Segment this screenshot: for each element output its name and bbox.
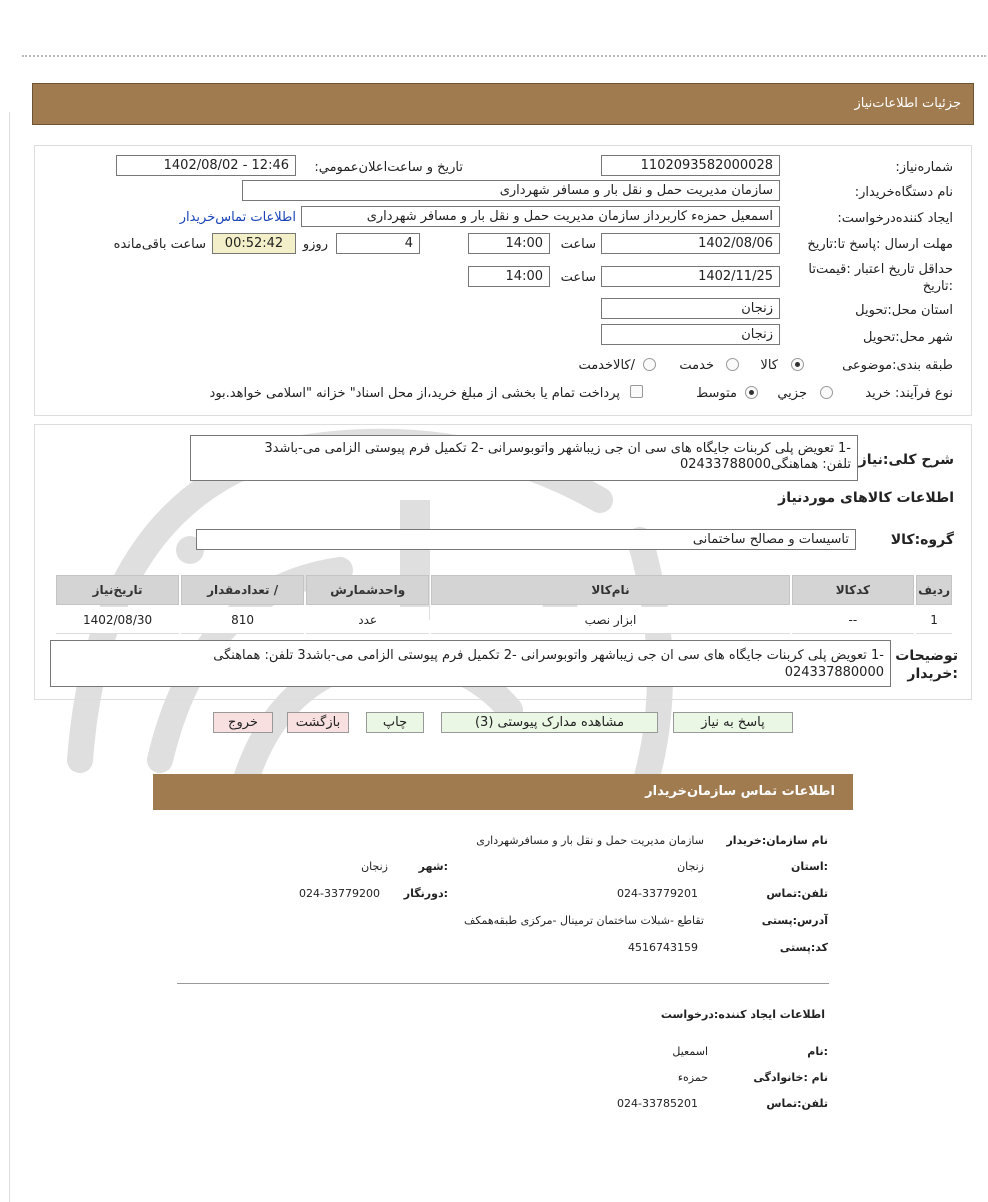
announce-label: تاريخ و ساعت‌اعلان‌عمومي: — [314, 160, 463, 175]
city-field: زنجان — [601, 324, 780, 345]
goods-group-field: تاسیسات و مصالح ساختمانی — [196, 529, 856, 550]
contact-org-label: نام سازمان:خریدار — [726, 834, 828, 847]
buyer-notes-line2: 024337880000 — [784, 665, 884, 680]
remaining-label: ساعت باقی‌مانده — [113, 237, 206, 252]
contact-phone-value: 024-33779201 — [617, 887, 698, 900]
col-unit: واحدشمارش — [306, 575, 429, 605]
cat-service-label: خدمت — [679, 358, 714, 373]
contact-address-value: تقاطع -شبلات ساختمان ترمینال -مرکزی طبقه‌همکف — [464, 914, 704, 927]
validity-date-field: 1402/11/25 — [601, 266, 780, 287]
city-label: شهر محل:تحویل — [863, 330, 953, 345]
col-row: ردیف — [916, 575, 952, 605]
requester-name-value: اسمعیل — [672, 1045, 708, 1058]
col-name: نام‌کالا — [431, 575, 789, 605]
treasury-payment-checkbox[interactable] — [630, 385, 643, 398]
goods-table — [54, 573, 954, 636]
reply-button[interactable]: پاسخ به نیاز — [673, 712, 793, 733]
days-label: روزو — [302, 237, 328, 252]
cell-name: ابزار نصب — [431, 607, 789, 634]
top-dotted-divider — [22, 55, 986, 57]
back-button[interactable]: بازگشت — [287, 712, 349, 733]
col-date: تاریخ‌نیاز — [56, 575, 179, 605]
buyer-org-field: سازمان مدیریت حمل و نقل بار و مسافر شهرداری — [242, 180, 780, 201]
proc-minor-radio[interactable] — [820, 386, 833, 399]
cat-goods-radio[interactable] — [791, 358, 804, 371]
deadline-label: مهلت ارسال :پاسخ تا:تاریخ — [807, 237, 953, 252]
contact-org-value: سازمان مدیریت حمل و نقل بار و مسافرشهرداری — [476, 834, 704, 847]
need-number-label: شماره‌نیاز: — [895, 160, 953, 175]
exit-button[interactable]: خروج — [213, 712, 273, 733]
proc-minor-label: جزیي — [777, 386, 807, 401]
deadline-time-field: 14:00 — [468, 233, 550, 254]
cat-service-radio[interactable] — [726, 358, 739, 371]
requester-title: اطلاعات ایجاد کننده:درخواست — [660, 1008, 825, 1021]
cell-row: 1 — [916, 607, 952, 634]
cell-qty: 810 — [181, 607, 304, 634]
announce-field: 1402/08/02 - 12:46 — [116, 155, 296, 176]
contact-city-label: :شهر — [418, 860, 448, 873]
contact-city-value: زنجان — [361, 860, 388, 873]
deadline-time-label: ساعت — [560, 237, 596, 252]
buyer-notes-field — [50, 640, 891, 687]
requester-phone-value: 024-33785201 — [617, 1097, 698, 1110]
goods-group-label: گروه:کالا — [890, 532, 954, 548]
buyer-contact-link[interactable]: اطلاعات تماس‌خریدار — [179, 210, 296, 225]
days-field: 4 — [336, 233, 420, 254]
col-code: کدکالا — [792, 575, 914, 605]
general-desc-field — [190, 435, 858, 481]
creator-label: ایجاد کننده‌درخواست: — [837, 211, 953, 226]
process-type-label: نوع فرآیند: خرید — [865, 386, 953, 401]
contact-province-value: زنجان — [677, 860, 704, 873]
buyer-org-label: نام دستگاه‌خریدار: — [854, 185, 953, 200]
contact-phone-label: تلفن:تماس — [766, 887, 828, 900]
category-label: طبقه بندی:موضوعی — [842, 358, 953, 373]
details-header — [32, 83, 974, 125]
buyer-notes-label: توضیحات — [895, 648, 958, 664]
proc-medium-label: متوسط — [696, 386, 737, 401]
need-number-field: 1102093582000028 — [601, 155, 780, 176]
creator-field: اسمعیل حمزه‌ء کاربرداز سازمان مدیریت حمل و نقل بار و مسافر شهرداری — [301, 206, 780, 227]
contact-address-label: آدرس:پستی — [761, 914, 828, 927]
requester-family-label: نام :خانوادگی — [753, 1071, 828, 1084]
proc-medium-radio[interactable] — [745, 386, 758, 399]
cell-unit: عدد — [306, 607, 429, 634]
cat-goods-service-radio[interactable] — [643, 358, 656, 371]
left-border-line — [9, 112, 10, 1202]
buyer-contact-header — [153, 774, 853, 810]
requester-family-value: حمزه‌ء — [677, 1071, 708, 1084]
deadline-date-field: 1402/08/06 — [601, 233, 780, 254]
cat-goods-service-label: /کالاخدمت — [578, 358, 635, 373]
contact-divider — [177, 983, 829, 984]
contact-province-label: :استان — [791, 860, 828, 873]
attachments-button[interactable]: مشاهده مدارک پیوستی (3) — [441, 712, 658, 733]
general-desc-line2: تلفن: هماهنگی02433788000 — [679, 457, 851, 472]
requester-name-label: :نام — [807, 1045, 828, 1058]
contact-fax-value: 024-33779200 — [299, 887, 380, 900]
contact-postal-label: کد:پستی — [779, 941, 828, 954]
cell-code: -- — [792, 607, 914, 634]
contact-fax-label: :دورنگار — [403, 887, 448, 900]
header-title: جزئیات اطلاعات‌نیاز — [854, 96, 961, 111]
province-label: استان محل:تحویل — [855, 303, 953, 318]
validity-label: حداقل تاریخ اعتبار :قیمت‌تا :تاریخ — [808, 262, 953, 294]
treasury-payment-note: پرداخت تمام یا بخشی از مبلغ خرید،از محل اسناد" خزانه "اسلامی خواهد.بود — [209, 386, 620, 401]
buyer-notes-label-2: :خریدار — [907, 666, 958, 682]
general-desc-label: شرح کلی:نیاز — [858, 452, 954, 468]
validity-time-label: ساعت — [560, 270, 596, 285]
buyer-notes-line1: -1 تعویض پلی کربنات جایگاه های سی ان جی زیباشهر واتوبوسرانی -2 تکمیل فرم پیوستی الزامی می-باشد3 تلفن: هماهنگی — [213, 648, 884, 663]
remaining-timer: 00:52:42 — [212, 233, 296, 254]
general-desc-line1: -1 تعویض پلی کربنات جایگاه های سی ان جی زیباشهر واتوبوسرانی -2 تکمیل فرم پیوستی الزامی می-باشد3 — [264, 441, 851, 456]
cat-goods-label: کالا — [760, 358, 778, 373]
requester-phone-label: تلفن:تماس — [766, 1097, 828, 1110]
cell-date: 1402/08/30 — [56, 607, 179, 634]
print-button[interactable]: چاپ — [366, 712, 424, 733]
validity-time-field: 14:00 — [468, 266, 550, 287]
buyer-contact-title: اطلاعات تماس سازمان‌خریدار — [645, 784, 835, 799]
goods-info-title: اطلاعات کالاهای مورد‌نیاز — [778, 490, 954, 506]
goods-table-header — [56, 575, 952, 605]
province-field: زنجان — [601, 298, 780, 319]
table-row — [56, 607, 952, 634]
contact-postal-value: 4516743159 — [628, 941, 698, 954]
col-qty: / تعدادمقدار — [181, 575, 304, 605]
